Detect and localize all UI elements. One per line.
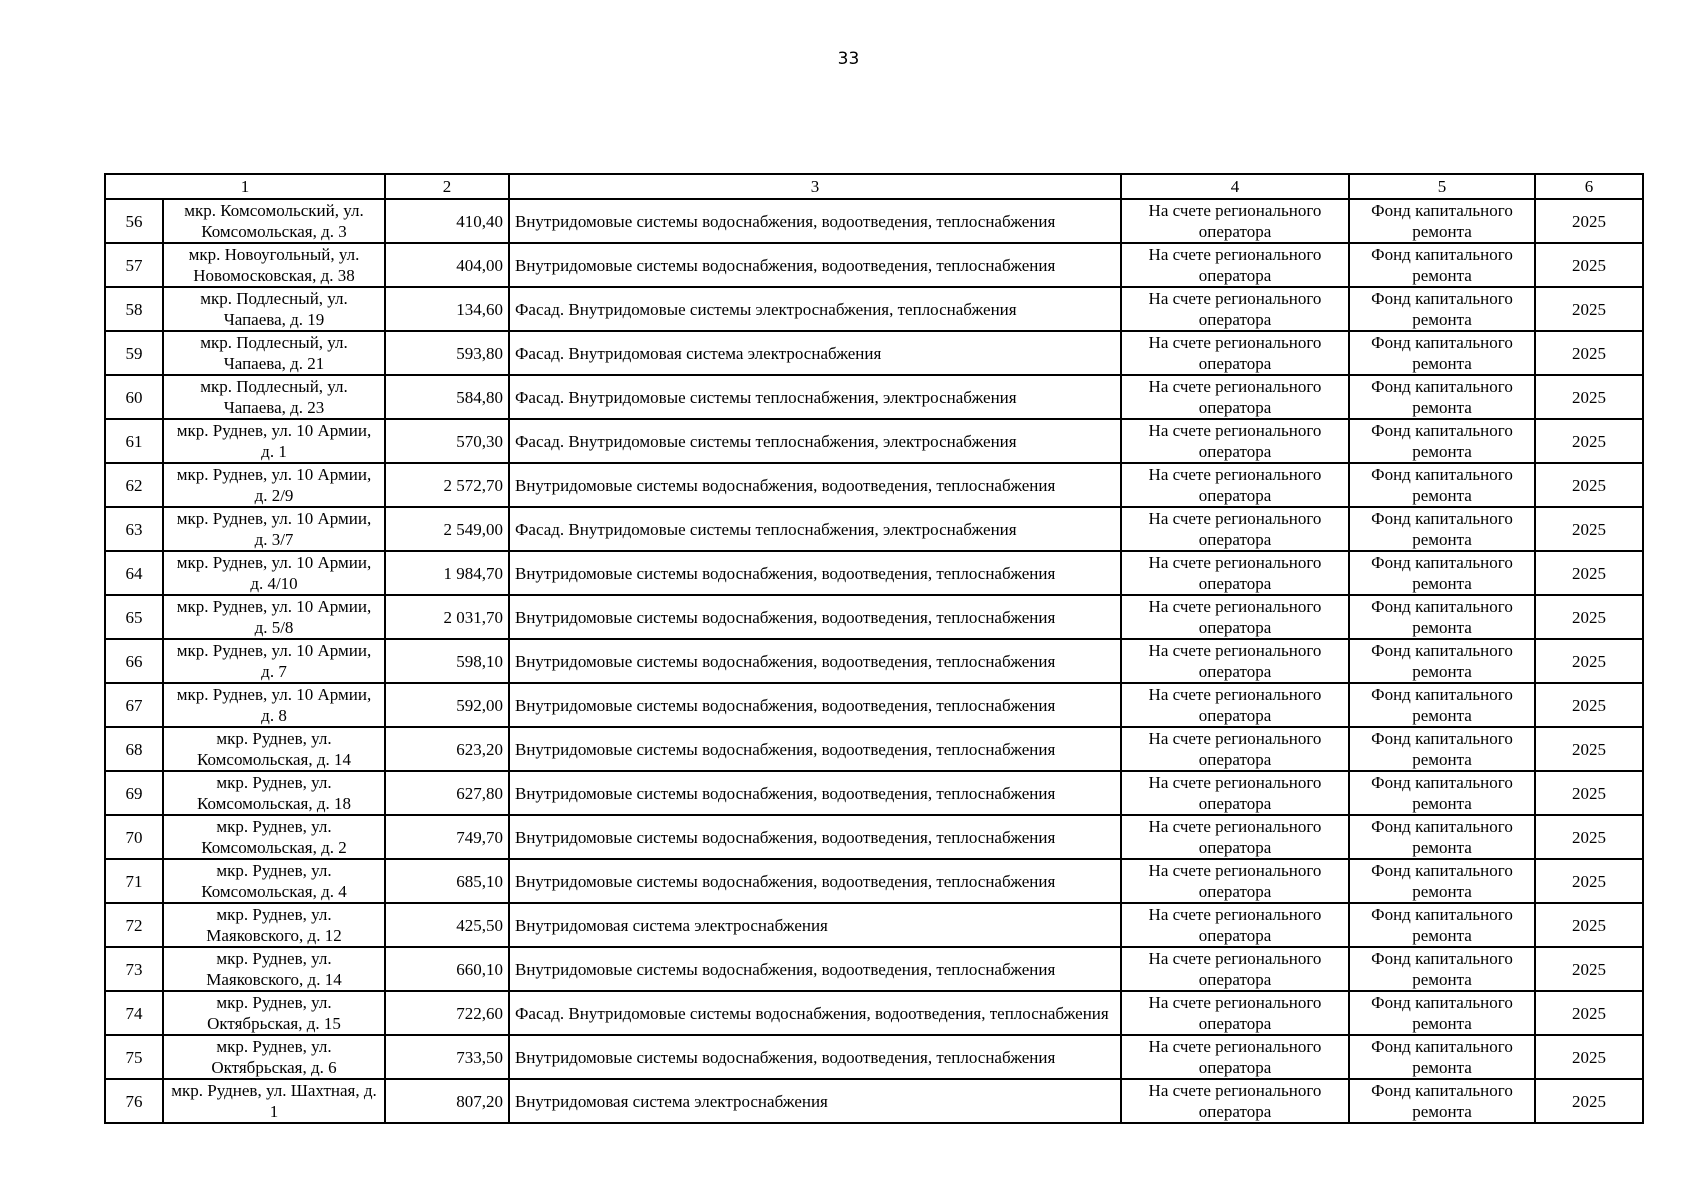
area-cell: 570,30 <box>385 419 509 463</box>
table-row <box>105 991 1643 1035</box>
table-row <box>105 947 1643 991</box>
area-cell: 722,60 <box>385 991 509 1035</box>
area-cell: 2 549,00 <box>385 507 509 551</box>
works-cell: Внутридомовые системы водоснабжения, водоотведения, теплоснабжения <box>509 243 1121 287</box>
area-cell: 2 572,70 <box>385 463 509 507</box>
address-cell: мкр. Руднев, ул. 10 Армии, д. 2/9 <box>163 463 385 507</box>
account-cell: На счете регионального оператора <box>1121 331 1349 375</box>
account-cell: На счете регионального оператора <box>1121 639 1349 683</box>
year-cell: 2025 <box>1535 683 1643 727</box>
address-cell: мкр. Руднев, ул. 10 Армии, д. 7 <box>163 639 385 683</box>
year-cell: 2025 <box>1535 727 1643 771</box>
area-cell: 733,50 <box>385 1035 509 1079</box>
table-row <box>105 815 1643 859</box>
works-cell: Внутридомовые системы водоснабжения, водоотведения, теплоснабжения <box>509 815 1121 859</box>
year-cell: 2025 <box>1535 639 1643 683</box>
row-number: 74 <box>105 991 163 1035</box>
area-cell: 2 031,70 <box>385 595 509 639</box>
area-cell: 598,10 <box>385 639 509 683</box>
works-cell: Фасад. Внутридомовые системы теплоснабжения, электроснабжения <box>509 419 1121 463</box>
works-cell: Фасад. Внутридомовые системы электроснабжения, теплоснабжения <box>509 287 1121 331</box>
row-number: 56 <box>105 199 163 243</box>
area-cell: 134,60 <box>385 287 509 331</box>
column-number-5: 5 <box>1349 174 1535 199</box>
works-cell: Фасад. Внутридомовые системы теплоснабжения, электроснабжения <box>509 507 1121 551</box>
table-row <box>105 727 1643 771</box>
works-cell: Фасад. Внутридомовая система электроснабжения <box>509 331 1121 375</box>
year-cell: 2025 <box>1535 551 1643 595</box>
account-cell: На счете регионального оператора <box>1121 771 1349 815</box>
area-cell: 749,70 <box>385 815 509 859</box>
table-row <box>105 1035 1643 1079</box>
funding-source-cell: Фонд капитального ремонта <box>1349 683 1535 727</box>
area-cell: 592,00 <box>385 683 509 727</box>
address-cell: мкр. Подлесный, ул. Чапаева, д. 19 <box>163 287 385 331</box>
year-cell: 2025 <box>1535 1079 1643 1123</box>
funding-source-cell: Фонд капитального ремонта <box>1349 815 1535 859</box>
funding-source-cell: Фонд капитального ремонта <box>1349 331 1535 375</box>
table-row <box>105 243 1643 287</box>
address-cell: мкр. Новоугольный, ул. Новомосковская, д. 38 <box>163 243 385 287</box>
page-number: 33 <box>837 49 860 69</box>
funding-source-cell: Фонд капитального ремонта <box>1349 639 1535 683</box>
account-cell: На счете регионального оператора <box>1121 1079 1349 1123</box>
row-number: 61 <box>105 419 163 463</box>
address-cell: мкр. Руднев, ул. Комсомольская, д. 18 <box>163 771 385 815</box>
year-cell: 2025 <box>1535 375 1643 419</box>
funding-source-cell: Фонд капитального ремонта <box>1349 1035 1535 1079</box>
account-cell: На счете регионального оператора <box>1121 463 1349 507</box>
table-row <box>105 551 1643 595</box>
account-cell: На счете регионального оператора <box>1121 507 1349 551</box>
address-cell: мкр. Руднев, ул. Октябрьская, д. 15 <box>163 991 385 1035</box>
funding-source-cell: Фонд капитального ремонта <box>1349 595 1535 639</box>
works-cell: Внутридомовые системы водоснабжения, водоотведения, теплоснабжения <box>509 771 1121 815</box>
address-cell: мкр. Руднев, ул. 10 Армии, д. 8 <box>163 683 385 727</box>
row-number: 63 <box>105 507 163 551</box>
column-number-1: 1 <box>105 174 385 199</box>
year-cell: 2025 <box>1535 771 1643 815</box>
account-cell: На счете регионального оператора <box>1121 419 1349 463</box>
address-cell: мкр. Комсомольский, ул. Комсомольская, д. 3 <box>163 199 385 243</box>
account-cell: На счете регионального оператора <box>1121 243 1349 287</box>
area-cell: 685,10 <box>385 859 509 903</box>
row-number: 59 <box>105 331 163 375</box>
row-number: 62 <box>105 463 163 507</box>
row-number: 58 <box>105 287 163 331</box>
column-number-6: 6 <box>1535 174 1643 199</box>
address-cell: мкр. Подлесный, ул. Чапаева, д. 21 <box>163 331 385 375</box>
column-number-3: 3 <box>509 174 1121 199</box>
works-cell: Фасад. Внутридомовые системы водоснабжения, водоотведения, теплоснабжения <box>509 991 1121 1035</box>
account-cell: На счете регионального оператора <box>1121 815 1349 859</box>
works-cell: Внутридомовые системы водоснабжения, водоотведения, теплоснабжения <box>509 639 1121 683</box>
works-cell: Внутридомовые системы водоснабжения, водоотведения, теплоснабжения <box>509 683 1121 727</box>
funding-source-cell: Фонд капитального ремонта <box>1349 991 1535 1035</box>
column-number-2: 2 <box>385 174 509 199</box>
year-cell: 2025 <box>1535 1035 1643 1079</box>
works-cell: Фасад. Внутридомовые системы теплоснабжения, электроснабжения <box>509 375 1121 419</box>
address-cell: мкр. Руднев, ул. Комсомольская, д. 2 <box>163 815 385 859</box>
address-cell: мкр. Руднев, ул. 10 Армии, д. 5/8 <box>163 595 385 639</box>
funding-source-cell: Фонд капитального ремонта <box>1349 243 1535 287</box>
row-number: 68 <box>105 727 163 771</box>
works-cell: Внутридомовые системы водоснабжения, водоотведения, теплоснабжения <box>509 551 1121 595</box>
year-cell: 2025 <box>1535 815 1643 859</box>
area-cell: 584,80 <box>385 375 509 419</box>
row-number: 67 <box>105 683 163 727</box>
address-cell: мкр. Руднев, ул. 10 Армии, д. 4/10 <box>163 551 385 595</box>
address-cell: мкр. Руднев, ул. Комсомольская, д. 14 <box>163 727 385 771</box>
funding-source-cell: Фонд капитального ремонта <box>1349 771 1535 815</box>
column-number-4: 4 <box>1121 174 1349 199</box>
column-number-row <box>105 174 1643 199</box>
year-cell: 2025 <box>1535 947 1643 991</box>
address-cell: мкр. Руднев, ул. Маяковского, д. 12 <box>163 903 385 947</box>
funding-source-cell: Фонд капитального ремонта <box>1349 199 1535 243</box>
area-cell: 623,20 <box>385 727 509 771</box>
account-cell: На счете регионального оператора <box>1121 903 1349 947</box>
area-cell: 593,80 <box>385 331 509 375</box>
area-cell: 660,10 <box>385 947 509 991</box>
capital-repair-table <box>104 173 1644 1124</box>
row-number: 64 <box>105 551 163 595</box>
table-row <box>105 287 1643 331</box>
year-cell: 2025 <box>1535 991 1643 1035</box>
table-row <box>105 419 1643 463</box>
funding-source-cell: Фонд капитального ремонта <box>1349 507 1535 551</box>
year-cell: 2025 <box>1535 859 1643 903</box>
row-number: 57 <box>105 243 163 287</box>
works-cell: Внутридомовые системы водоснабжения, водоотведения, теплоснабжения <box>509 727 1121 771</box>
funding-source-cell: Фонд капитального ремонта <box>1349 947 1535 991</box>
works-cell: Внутридомовые системы водоснабжения, водоотведения, теплоснабжения <box>509 595 1121 639</box>
works-cell: Внутридомовые системы водоснабжения, водоотведения, теплоснабжения <box>509 859 1121 903</box>
row-number: 73 <box>105 947 163 991</box>
row-number: 65 <box>105 595 163 639</box>
area-cell: 807,20 <box>385 1079 509 1123</box>
account-cell: На счете регионального оператора <box>1121 683 1349 727</box>
row-number: 69 <box>105 771 163 815</box>
address-cell: мкр. Подлесный, ул. Чапаева, д. 23 <box>163 375 385 419</box>
funding-source-cell: Фонд капитального ремонта <box>1349 551 1535 595</box>
year-cell: 2025 <box>1535 419 1643 463</box>
funding-source-cell: Фонд капитального ремонта <box>1349 859 1535 903</box>
row-number: 76 <box>105 1079 163 1123</box>
year-cell: 2025 <box>1535 903 1643 947</box>
account-cell: На счете регионального оператора <box>1121 375 1349 419</box>
row-number: 71 <box>105 859 163 903</box>
table-row <box>105 859 1643 903</box>
area-cell: 410,40 <box>385 199 509 243</box>
table-row <box>105 903 1643 947</box>
address-cell: мкр. Руднев, ул. Маяковского, д. 14 <box>163 947 385 991</box>
row-number: 75 <box>105 1035 163 1079</box>
table-row <box>105 375 1643 419</box>
table-row <box>105 1079 1643 1123</box>
table-row <box>105 639 1643 683</box>
row-number: 72 <box>105 903 163 947</box>
address-cell: мкр. Руднев, ул. 10 Армии, д. 1 <box>163 419 385 463</box>
account-cell: На счете регионального оператора <box>1121 287 1349 331</box>
area-cell: 404,00 <box>385 243 509 287</box>
row-number: 66 <box>105 639 163 683</box>
works-cell: Внутридомовые системы водоснабжения, водоотведения, теплоснабжения <box>509 463 1121 507</box>
account-cell: На счете регионального оператора <box>1121 947 1349 991</box>
funding-source-cell: Фонд капитального ремонта <box>1349 727 1535 771</box>
account-cell: На счете регионального оператора <box>1121 595 1349 639</box>
table-row <box>105 463 1643 507</box>
funding-source-cell: Фонд капитального ремонта <box>1349 419 1535 463</box>
table-row <box>105 771 1643 815</box>
account-cell: На счете регионального оператора <box>1121 859 1349 903</box>
funding-source-cell: Фонд капитального ремонта <box>1349 287 1535 331</box>
row-number: 70 <box>105 815 163 859</box>
table-row <box>105 595 1643 639</box>
funding-source-cell: Фонд капитального ремонта <box>1349 375 1535 419</box>
year-cell: 2025 <box>1535 243 1643 287</box>
row-number: 60 <box>105 375 163 419</box>
works-cell: Внутридомовые системы водоснабжения, водоотведения, теплоснабжения <box>509 199 1121 243</box>
works-cell: Внутридомовая система электроснабжения <box>509 1079 1121 1123</box>
works-cell: Внутридомовые системы водоснабжения, водоотведения, теплоснабжения <box>509 1035 1121 1079</box>
table-body <box>105 174 1643 1123</box>
address-cell: мкр. Руднев, ул. Комсомольская, д. 4 <box>163 859 385 903</box>
year-cell: 2025 <box>1535 595 1643 639</box>
table-row <box>105 331 1643 375</box>
year-cell: 2025 <box>1535 507 1643 551</box>
address-cell: мкр. Руднев, ул. Шахтная, д. 1 <box>163 1079 385 1123</box>
funding-source-cell: Фонд капитального ремонта <box>1349 1079 1535 1123</box>
account-cell: На счете регионального оператора <box>1121 991 1349 1035</box>
table-row <box>105 199 1643 243</box>
year-cell: 2025 <box>1535 331 1643 375</box>
works-cell: Внутридомовая система электроснабжения <box>509 903 1121 947</box>
address-cell: мкр. Руднев, ул. 10 Армии, д. 3/7 <box>163 507 385 551</box>
account-cell: На счете регионального оператора <box>1121 199 1349 243</box>
year-cell: 2025 <box>1535 199 1643 243</box>
area-cell: 627,80 <box>385 771 509 815</box>
year-cell: 2025 <box>1535 287 1643 331</box>
works-cell: Внутридомовые системы водоснабжения, водоотведения, теплоснабжения <box>509 947 1121 991</box>
year-cell: 2025 <box>1535 463 1643 507</box>
area-cell: 425,50 <box>385 903 509 947</box>
account-cell: На счете регионального оператора <box>1121 727 1349 771</box>
funding-source-cell: Фонд капитального ремонта <box>1349 903 1535 947</box>
address-cell: мкр. Руднев, ул. Октябрьская, д. 6 <box>163 1035 385 1079</box>
table-row <box>105 683 1643 727</box>
area-cell: 1 984,70 <box>385 551 509 595</box>
account-cell: На счете регионального оператора <box>1121 551 1349 595</box>
table-row <box>105 507 1643 551</box>
account-cell: На счете регионального оператора <box>1121 1035 1349 1079</box>
funding-source-cell: Фонд капитального ремонта <box>1349 463 1535 507</box>
